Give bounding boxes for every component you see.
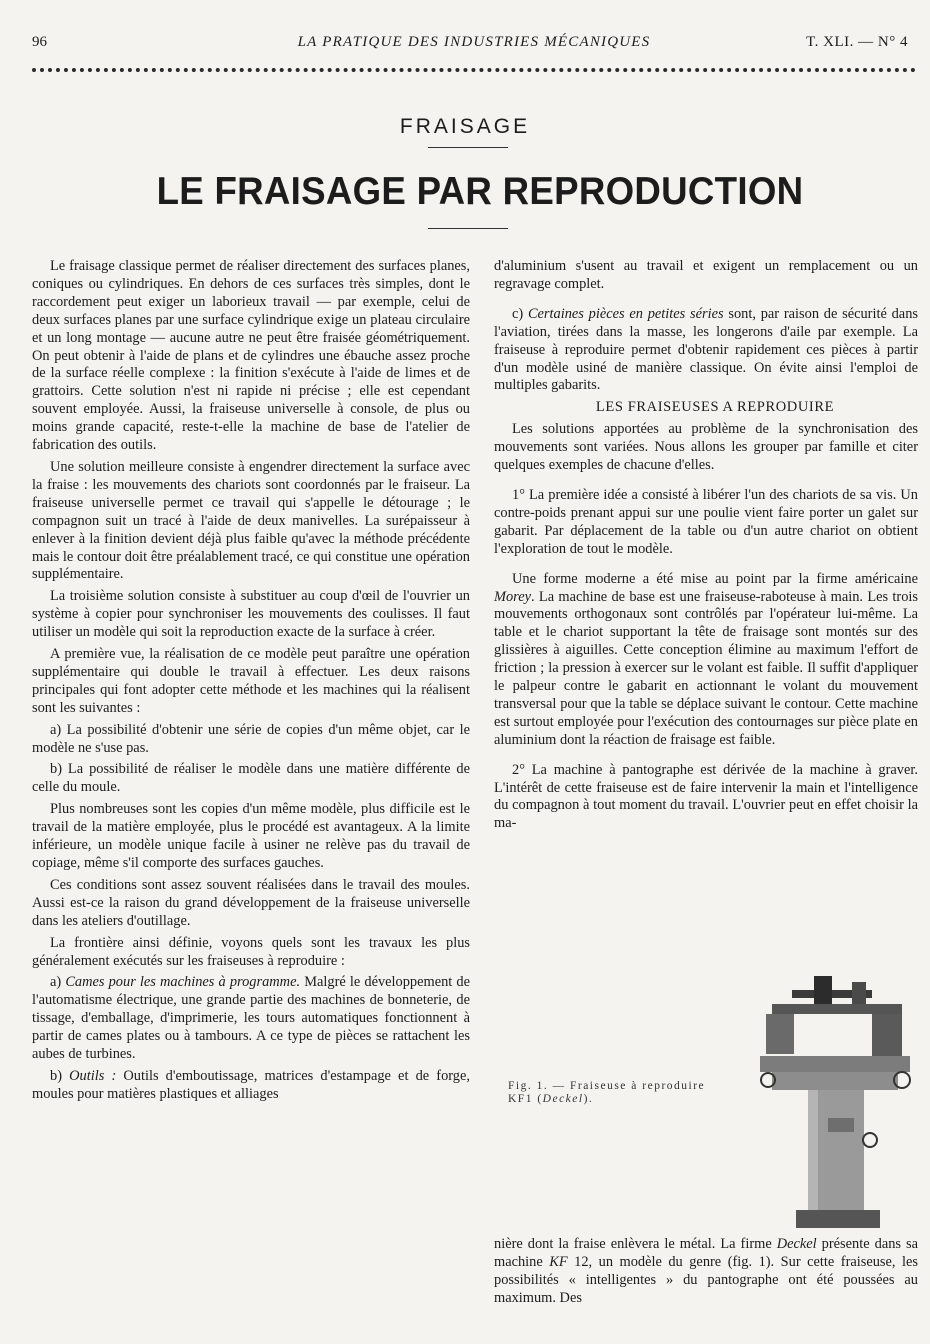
caption-text: ). [583, 1093, 594, 1105]
text-emphasis: KF [549, 1253, 568, 1270]
paragraph: Une solution meilleure consiste à engendrer directement la surface avec la fraise : les mouvements des chariots sont coordonnés par le fraiseur. La fraiseuse universelle permet ce travail qui s'appelle le détourage ; le compagnon suit un tracé à l'aide de deux manivelles. La surépaisseur à enlever à la finition devient déjà plus faible qu'avec la méthode précédente mais le contour doit être préalablement tracé, ce qui constitue une opération supplémentaire. [32, 458, 470, 583]
item-emphasis: Certaines pièces en petites séries [527, 305, 724, 322]
paragraph: La troisième solution consiste à substituer au coup d'œil de l'ouvrier un système à copier pour synchroniser les mouvements des coulisses. Il faut utiliser un modèle qui soit la reproduction exacte de la surface à créer. [32, 588, 470, 641]
paragraph: Les solutions apportées au problème de la synchronisation des mouvements sont variées. Nous allons les grouper par famille et citer quelques exemples de chacune d'elles. [494, 421, 918, 474]
paragraph: d'aluminium s'usent au travail et exigent un remplacement ou un regravage complet. [494, 258, 918, 292]
saddle [772, 1072, 898, 1090]
item-label: c) [512, 305, 528, 322]
text-run: présente dans sa machine [494, 1236, 918, 1270]
control-panel [828, 1118, 854, 1132]
section-rule [428, 147, 508, 148]
paragraph [494, 1236, 918, 1308]
left-column [32, 258, 470, 1108]
text-run: 12, un modèle du genre (fig. 1). Sur cette fraiseuse, les possibilités « intelligentes » du pantographe ont été poussées au maximum. Des [494, 1253, 919, 1306]
paragraph: A première vue, la réalisation de ce modèle peut paraître une opération supplémentaire qui double le travail à effectuer. Les deux raisons principales qui font adopter cette méthode et les machines qui la réalisent sont les suivantes : [32, 646, 470, 716]
motor-housing [814, 976, 832, 1006]
text-run: . La machine de base est une fraiseuse-raboteuse à main. Les trois mouvements orthogonaux sont contrôlés par l'opérateur lui-même. La table et le chariot supportant la tête de fraisage sont montés sur des glissières à aiguilles. Cette conception élimine au maximum l'effort de friction ; la pression à exercer sur le volant est faible. Il suffit d'appliquer le palpeur contre le gabarit en actionnant le volant du mouvement transversal pour que la table se déplace suivant le contour. Cette machine est surtout employée pour l'exécution des contournages sur pièce plate en aluminium dont la réaction de fraisage est faible. [494, 588, 918, 748]
text-emphasis: Deckel [776, 1236, 817, 1252]
paragraph: 2° La machine à pantographe est dérivée de la machine à graver. L'intérêt de cette fraiseuse est de faire intervenir la main et l'intelligence du compagnon à tout moment du travail. L'ouvrier peut en effet choisir la ma- [494, 761, 918, 832]
list-item [32, 1068, 470, 1104]
milling-machine-photo [752, 968, 918, 1236]
list-item [494, 306, 918, 396]
item-text: Malgré le développement de l'automatisme électrique, une grande partie des machines de bonneterie, de tissage, d'emballage, d'imprimerie, les tours automatiques fonctionnent à partir de cames plates ou à tambours. A ce type de pièces se rattachent les aubes de turbines. [32, 974, 471, 1063]
cutter-head [872, 1014, 902, 1058]
subsection-heading: LES FRAISEUSES A REPRODUIRE [595, 399, 835, 416]
article-title: LE FRAISAGE PAR REPRODUCTION [156, 170, 804, 213]
volume-number: T. XLI. — N° 4 [806, 34, 908, 50]
header-dotted-rule [32, 68, 916, 72]
paragraph: Le fraisage classique permet de réaliser directement des surfaces planes, coniques ou cylindriques. En dehors de ces surfaces très simples, dont le raccordement peut exiger un laborieux travail — par exemple, celui de deux surfaces planes par une surface cylindrique exige un plateau circulaire et un long montage — aucune autre ne peut être fraisée géométriquement. On peut obtenir à l'aide de plans et de cylindres une ébauche assez proche de la surface réelle complexe : la finition s'exécute à l'aide de limes et de grattoirs. Cette solution n'est ni rapide ni précise ; elle est cependant souvent employée. Aussi, la fraiseuse universelle à console, de plus ou moins grande capacité, reste-t-elle la machine de base de l'atelier de fabrication des outils. [32, 258, 470, 454]
right-column [494, 258, 918, 837]
paragraph: Ces conditions sont assez souvent réalisées dans le travail des moules. Aussi est-ce la raison du grand développement de la fraiseuse universelle dans les ateliers d'outillage. [32, 876, 470, 929]
text-emphasis: Morey [494, 588, 532, 605]
page-number: 96 [32, 34, 47, 50]
text-run: Une forme moderne a été mise au point par la firme américaine [512, 570, 918, 587]
overarm [772, 1004, 902, 1014]
caption-text: Fig. 1. — Fraiseuse à reproduire KF1 ( [508, 1080, 706, 1105]
journal-title: LA PRATIQUE DES INDUSTRIES MÉCANIQUES [297, 34, 651, 50]
figure-caption [508, 1080, 728, 1106]
work-table [760, 1056, 910, 1072]
text-run: nière dont la fraise enlèvera le métal. La firme [494, 1236, 777, 1252]
paragraph [494, 571, 918, 750]
right-column-continued [494, 1236, 918, 1312]
item-text: sont, par raison de sécurité dans l'aviation, tirées dans la masse, les longerons d'aile par exemple. La fraiseuse à reproduire permet d'obtenir rapidement ces pièces à partir d'un modèle usiné de manière classique. On évite ainsi l'emploi de multiples gabarits. [494, 305, 918, 394]
item-label: a) [50, 974, 66, 991]
caption-emphasis: Deckel [542, 1093, 584, 1105]
figure [494, 968, 918, 1236]
paragraph: Plus nombreuses sont les copies d'un même modèle, plus difficile est le travail de la matière employée, plus le procédé est avantageux. A la limite inférieure, un modèle unique facile à usiner ne relève pas du travail de copiage, même s'il comporte des surfaces gauches. [32, 801, 470, 871]
running-header [32, 34, 916, 56]
paragraph: 1° La première idée a consisté à libérer l'un des chariots de sa vis. Un contre-poids prenant appui sur une poulie vient faire porter un galet sur gabarit. Par déplacement de la table ou d'un autre chariot on obtient l'exploration de tout le modèle. [494, 486, 918, 557]
item-text: Outils d'emboutissage, matrices d'estampage et de forge, moules pour matières plastiques et alliages [32, 1067, 470, 1102]
item-emphasis: Outils : [69, 1067, 117, 1084]
item-emphasis: Cames pour les machines à programme. [65, 974, 301, 991]
paragraph: La frontière ainsi définie, voyons quels sont les travaux les plus généralement exécutés sur les fraiseuses à reproduire : [32, 934, 470, 969]
list-item [32, 974, 470, 1064]
list-item: a) La possibilité d'obtenir une série de copies d'un même objet, car le modèle ne s'use pas. [32, 721, 470, 756]
item-label: b) [50, 1067, 70, 1084]
tracer-head [766, 1014, 794, 1054]
list-item: b) La possibilité de réaliser le modèle dans une matière différente de celle du moule. [32, 761, 470, 796]
title-rule [428, 228, 508, 229]
machine-base [796, 1210, 880, 1228]
section-title: FRAISAGE [399, 115, 531, 138]
